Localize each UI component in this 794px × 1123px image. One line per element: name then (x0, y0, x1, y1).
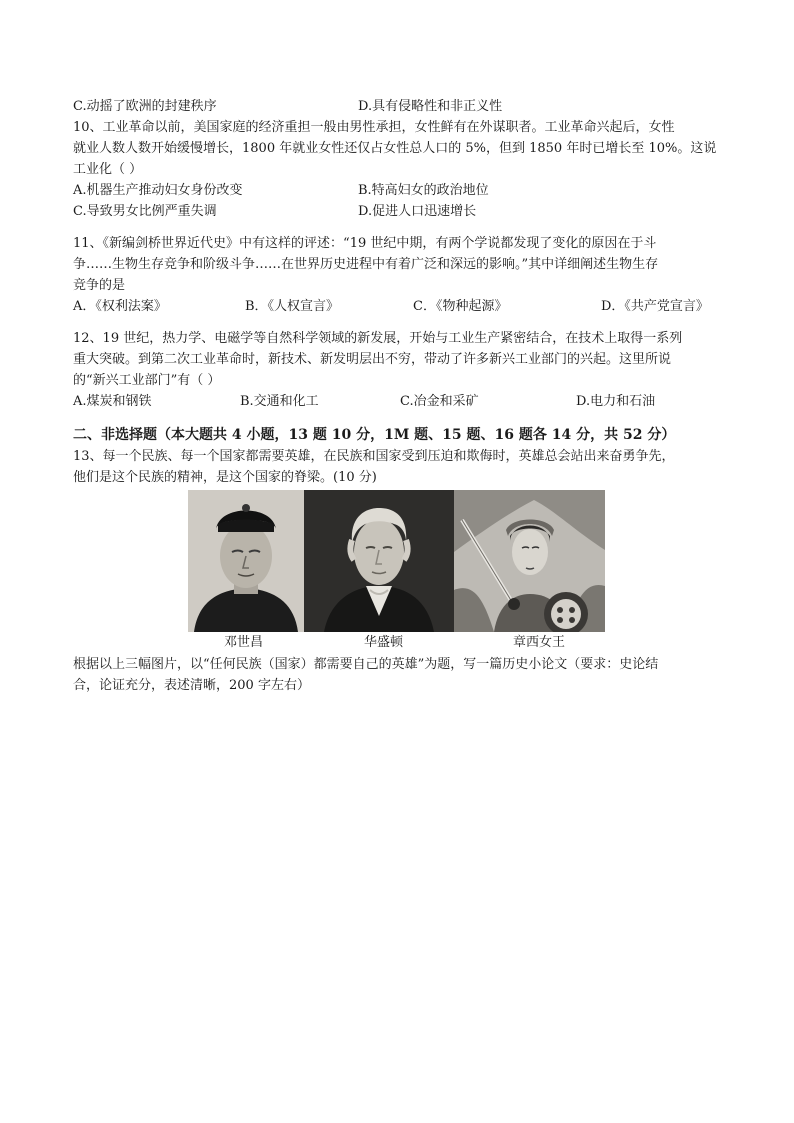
question-12 (73, 328, 723, 412)
q12-options-row (73, 391, 723, 412)
photo-captions (73, 632, 723, 654)
q11-option-a: A．《权利法案》 (73, 299, 167, 314)
caption-washington: 华盛顿 (364, 635, 404, 650)
q11-option-d: D．《共产党宣言》 (601, 299, 709, 314)
q10-options-row (73, 201, 723, 222)
hero-photo-strip (188, 490, 605, 632)
q10-options-row (73, 180, 723, 201)
q11-option-b: B．《人权宣言》 (245, 299, 340, 314)
exam-page (73, 96, 723, 696)
q11-stem-line: 竞争的是 (73, 278, 126, 293)
q10-option-b: B.特高妇女的政治地位 (358, 183, 489, 198)
washington-portrait (304, 490, 454, 632)
q10-option-d: D.促进人口迅速增长 (358, 204, 477, 219)
q10-option-a: A.机器生产推动妇女身份改变 (73, 183, 243, 198)
question-13 (73, 446, 723, 696)
q11-stem-line: 争……生物生存竞争和阶级斗争……在世界历史进程中有着广泛和深远的影响。”其中详细阐述生物生存 (73, 257, 659, 272)
q10-option-c: C.导致男女比例严重失调 (73, 204, 217, 219)
q11-stem-line: 11、《新编剑桥世界近代史》中有这样的评述：“19 世纪中期，有两个学说都发现了变化的原因在于斗 (73, 236, 657, 251)
q9-options-row (73, 96, 723, 117)
q12-option-a: A.煤炭和钢铁 (73, 394, 152, 409)
q12-stem-line: 的“新兴工业部门”有（ ） (73, 373, 221, 388)
question-10 (73, 117, 723, 222)
q13-intro-line: 他们是这个民族的精神，是这个国家的脊梁。(10 分) (73, 470, 377, 485)
caption-rani-of-jhansi: 章西女王 (513, 635, 566, 650)
deng-shichang-portrait (188, 490, 304, 632)
q11-option-c: C．《物种起源》 (413, 299, 508, 314)
q10-stem-line: 就业人数人数开始缓慢增长，1800 年就业女性还仅占女性总人口的 5%，但到 1850 年时已增长至 10%。这说 (73, 141, 717, 156)
q10-stem-line: 10、工业革命以前，美国家庭的经济重担一般由男性承担，女性鲜有在外谋职者。工业革命兴起后，女性 (73, 120, 675, 135)
q12-option-b: B.交通和化工 (240, 394, 319, 409)
section-2-heading: 二、非选择题（本大题共 4 小题，13 题 10 分，1M 题、15 题、16 题各 14 分，共 52 分） (73, 427, 676, 443)
q12-stem-line: 重大突破。到第二次工业革命时，新技术、新发明层出不穷，带动了许多新兴工业部门的兴起。这里所说 (73, 352, 672, 367)
q13-prompt-line: 合，论证充分，表述清晰，200 字左右） (73, 678, 310, 693)
q10-stem-line: 工业化（ ） (73, 162, 143, 177)
q13-prompt-line: 根据以上三幅图片，以“任何民族（国家）都需要自己的英雄”为题，写一篇历史小论文（要求：史论结 (73, 657, 659, 672)
q12-option-c: C.冶金和采矿 (400, 394, 479, 409)
q9-option-d: D.具有侵略性和非正义性 (358, 99, 503, 114)
q12-option-d: D.电力和石油 (576, 394, 656, 409)
q13-intro-line: 13、每一个民族、每一个国家都需要英雄，在民族和国家受到压迫和欺侮时，英雄总会站出来奋勇争先， (73, 449, 675, 464)
q11-options-row (73, 296, 723, 317)
question-11 (73, 233, 723, 317)
q12-stem-line: 12、19 世纪，热力学、电磁学等自然科学领域的新发展，开始与工业生产紧密结合，在技术上取得一系列 (73, 331, 683, 346)
q9-option-c: C.动摇了欧洲的封建秩序 (73, 99, 217, 114)
rani-of-jhansi-illustration (454, 490, 605, 632)
caption-deng-shichang: 邓世昌 (224, 635, 264, 650)
